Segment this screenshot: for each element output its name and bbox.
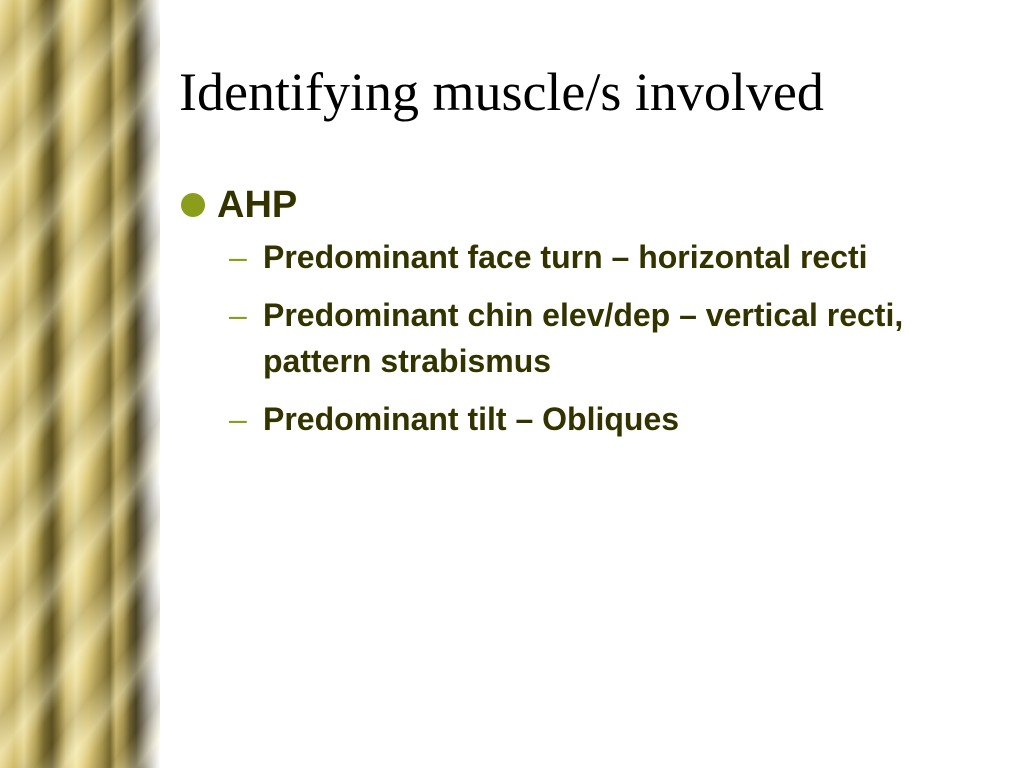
sub-bullet-text: Predominant face turn – horizontal recti <box>263 239 868 275</box>
sub-bullet-item <box>229 234 1001 280</box>
sub-bullet-list <box>181 234 1001 442</box>
sub-bullet-item <box>229 292 1001 384</box>
dash-marker-icon: – <box>229 297 247 333</box>
bullet-item <box>181 182 1001 228</box>
dash-marker-icon: – <box>229 239 247 275</box>
decorative-gold-border <box>0 0 160 768</box>
slide-content <box>181 182 1001 454</box>
bullet-dot-icon <box>181 193 205 217</box>
sub-bullet-text: Predominant chin elev/dep – vertical recti, pattern strabismus <box>263 297 904 379</box>
bullet-label: AHP <box>217 184 298 226</box>
sub-bullet-text: Predominant tilt – Obliques <box>263 401 680 437</box>
slide-title: Identifying muscle/s involved <box>179 62 824 122</box>
sub-bullet-item <box>229 396 1001 442</box>
dash-marker-icon: – <box>229 401 247 437</box>
